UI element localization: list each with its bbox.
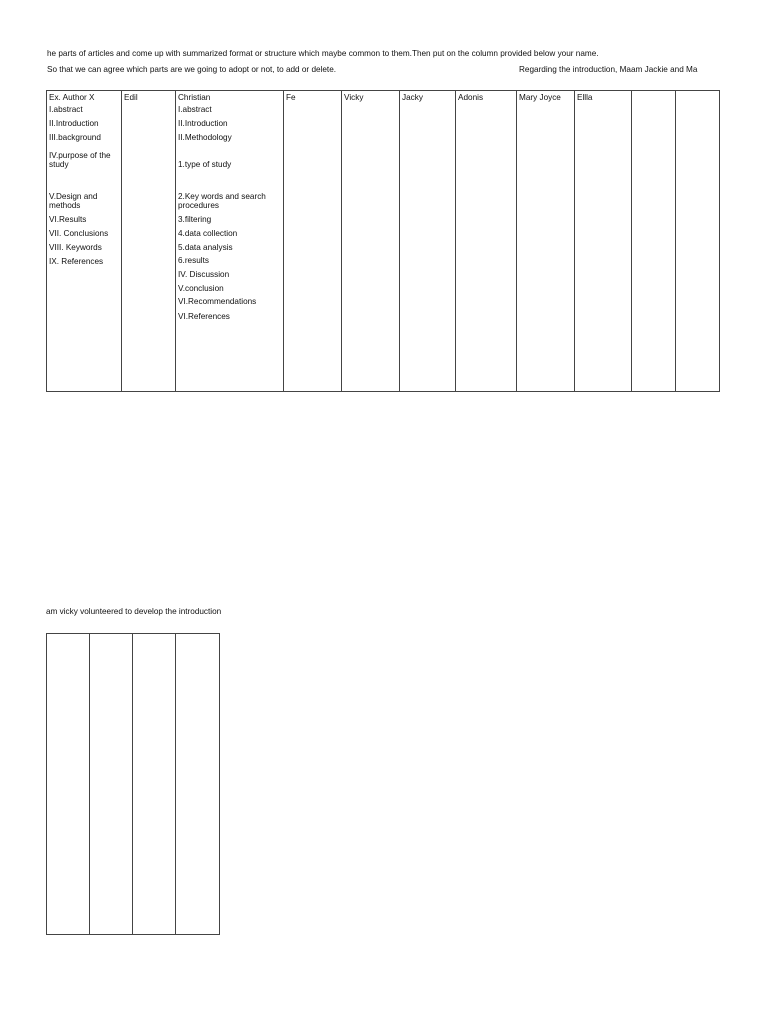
header-ellla: Ellla	[577, 93, 593, 102]
author-x-item: III.background	[49, 133, 101, 142]
header-mary-joyce: Mary Joyce	[519, 93, 561, 102]
column-ellla	[575, 91, 632, 392]
column-mary-joyce	[517, 91, 575, 392]
empty-cell	[176, 634, 220, 935]
introduction-table	[46, 633, 220, 935]
empty-cell	[90, 634, 133, 935]
christian-item: II.Methodology	[178, 133, 232, 142]
volunteer-note: am vicky volunteered to develop the introduction	[46, 607, 222, 616]
author-x-item: V.Design and methods	[49, 192, 98, 211]
christian-item: V.conclusion	[178, 284, 224, 293]
column-christian	[176, 91, 284, 392]
empty-cell	[47, 634, 90, 935]
introduction-note: Regarding the introduction, Maam Jackie and Ma	[519, 65, 698, 74]
column-fe	[284, 91, 342, 392]
christian-item: I.abstract	[178, 105, 212, 114]
author-x-item: IX. References	[49, 257, 104, 266]
christian-item: VI.Recommendations	[178, 297, 257, 306]
column-jacky	[400, 91, 456, 392]
author-x-item: VII. Conclusions	[49, 229, 109, 238]
column-vicky	[342, 91, 400, 392]
christian-item: VI.References	[178, 312, 230, 321]
christian-item: 4.data collection	[178, 229, 238, 238]
christian-item: 1.type of study	[178, 160, 232, 169]
christian-item: 6.results	[178, 256, 209, 265]
author-x-item: IV.purpose of the study	[49, 151, 111, 170]
instruction-line-2: So that we can agree which parts are we going to adopt or not, to add or delete.	[47, 65, 337, 74]
header-author-x: Ex. Author X	[49, 93, 95, 102]
author-x-item: VI.Results	[49, 215, 87, 224]
author-x-item: II.Introduction	[49, 119, 99, 128]
column-empty	[676, 91, 720, 392]
structure-table	[46, 90, 720, 392]
christian-item: IV. Discussion	[178, 270, 230, 279]
author-x-item: VIII. Keywords	[49, 243, 102, 252]
instruction-line-1: he parts of articles and come up with summarized format or structure which maybe common to them.Then put on the column provided below your name.	[47, 49, 599, 58]
header-vicky: Vicky	[344, 93, 364, 102]
column-empty	[632, 91, 676, 392]
christian-item: 3.filtering	[178, 215, 212, 224]
header-adonis: Adonis	[458, 93, 484, 102]
christian-item: 5.data analysis	[178, 243, 233, 252]
christian-item: II.Introduction	[178, 119, 228, 128]
column-adonis	[456, 91, 517, 392]
column-author-x	[47, 91, 122, 392]
empty-cell	[133, 634, 176, 935]
header-christian: Christian	[178, 93, 211, 102]
author-x-item: I.abstract	[49, 105, 83, 114]
header-fe: Fe	[286, 93, 296, 102]
header-jacky: Jacky	[402, 93, 423, 102]
header-edil: Edil	[124, 93, 138, 102]
christian-item: 2.Key words and search procedures	[178, 192, 266, 211]
column-edil	[122, 91, 176, 392]
